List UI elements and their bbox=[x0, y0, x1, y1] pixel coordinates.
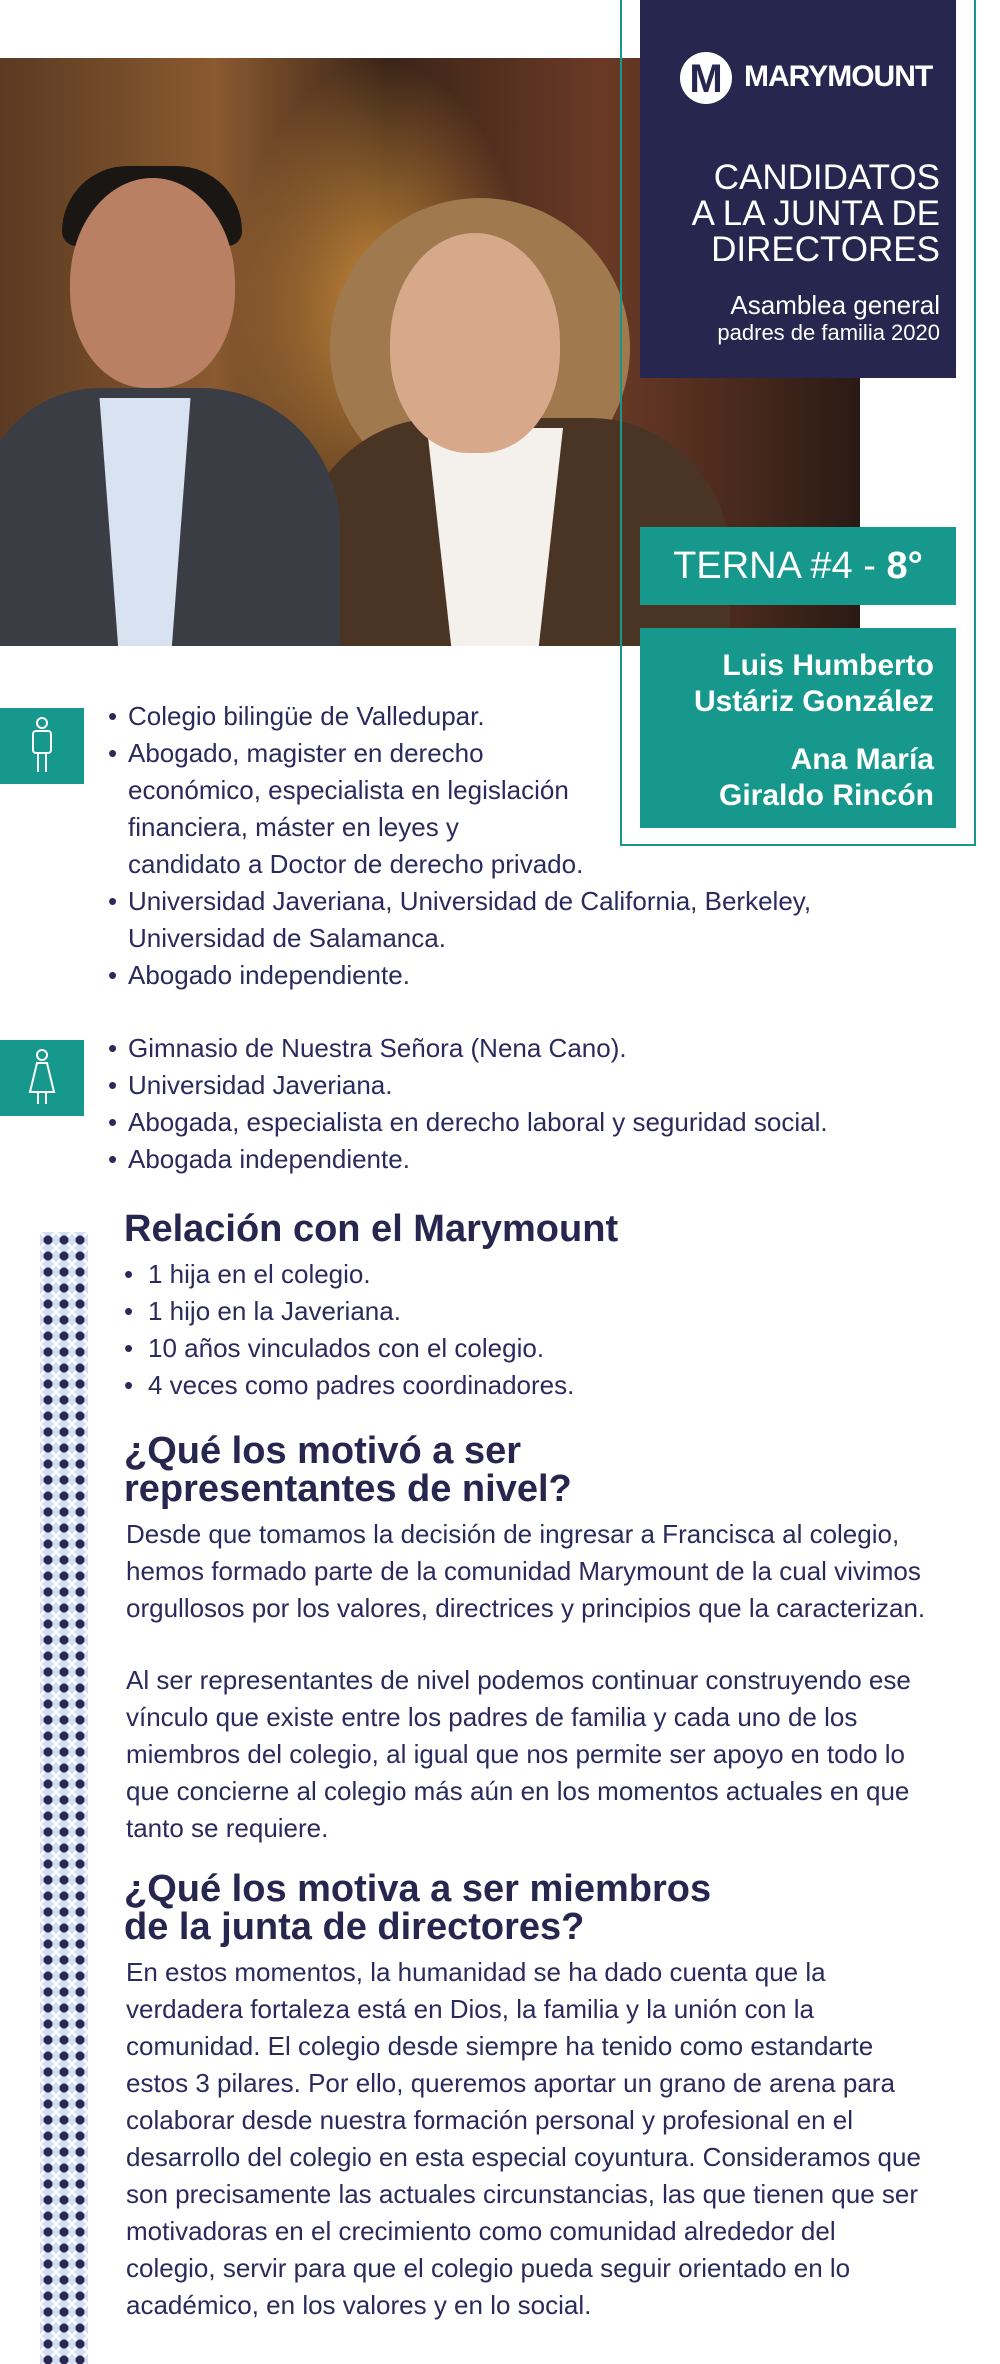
photo-man-face bbox=[70, 178, 235, 388]
paragraph-line: orgullosos por los valores, directrices y principios que la caracterizan. bbox=[126, 1593, 926, 1623]
subtitle-line: padres de familia 2020 bbox=[717, 320, 940, 345]
motive2-paragraph bbox=[126, 1954, 956, 2324]
male-bio-list bbox=[108, 698, 811, 994]
candidate2-name: Ana María bbox=[790, 743, 934, 776]
bio-item: • Abogado independiente. bbox=[108, 957, 811, 994]
woman-icon-box bbox=[0, 1040, 84, 1116]
title-line: A LA JUNTA DE bbox=[691, 194, 940, 233]
paragraph-line: son precisamente las actuales circunstancias, las que tienen que ser bbox=[126, 2179, 918, 2209]
candidate1-surname: Ustáriz González bbox=[693, 685, 934, 718]
motive1-paragraph2 bbox=[126, 1662, 956, 1847]
motive1-paragraph1 bbox=[126, 1516, 956, 1627]
relation-heading: Relación con el Marymount bbox=[124, 1208, 619, 1250]
title-line: DIRECTORES bbox=[711, 230, 940, 269]
paragraph-line: Desde que tomamos la decisión de ingresar a Francisca al colegio, bbox=[126, 1519, 900, 1549]
terna-label: TERNA #4 - bbox=[673, 545, 887, 587]
motive2-heading bbox=[124, 1870, 711, 1946]
relation-item: • 4 veces como padres coordinadores. bbox=[124, 1367, 574, 1404]
decorative-pattern-strip bbox=[40, 1232, 88, 2364]
paragraph-line: motivadoras en el crecimiento como comunidad alrededor del bbox=[126, 2216, 836, 2246]
relation-item: • 1 hijo en la Javeriana. bbox=[124, 1293, 574, 1330]
relation-item: • 1 hija en el colegio. bbox=[124, 1256, 574, 1293]
terna-grade: 8° bbox=[886, 545, 923, 587]
paragraph-line: vínculo que existe entre los padres de familia y cada uno de los bbox=[126, 1702, 858, 1732]
bio-item: • Universidad Javeriana. bbox=[108, 1067, 828, 1104]
motive2-heading-line: ¿Qué los motiva a ser miembros bbox=[124, 1868, 712, 1910]
paragraph-line: hemos formado parte de la comunidad Marymount de la cual vivimos bbox=[126, 1556, 921, 1586]
bio-item: • Gimnasio de Nuestra Señora (Nena Cano). bbox=[108, 1030, 828, 1067]
paragraph-line: académico, en los valores y en lo social. bbox=[126, 2290, 592, 2320]
female-bio-list bbox=[108, 1030, 828, 1178]
paragraph-line: verdadera fortaleza está en Dios, la familia y la unión con la bbox=[126, 1994, 814, 2024]
bio-item: • Abogado, magister en derecho bbox=[108, 735, 811, 772]
paragraph-line: estos 3 pilares. Por ello, queremos aportar un grano de arena para bbox=[126, 2068, 895, 2098]
woman-icon bbox=[27, 1048, 57, 1108]
subtitle bbox=[660, 290, 940, 346]
candidate2-surname: Giraldo Rincón bbox=[718, 779, 934, 812]
bio-item-continuation: candidato a Doctor de derecho privado. bbox=[128, 849, 584, 879]
marymount-logo-text: MARYMOUNT bbox=[744, 60, 933, 93]
motive1-heading-line: ¿Qué los motivó a ser bbox=[124, 1430, 521, 1472]
bio-item: • Colegio bilingüe de Valledupar. bbox=[108, 698, 811, 735]
relation-item: • 10 años vinculados con el colegio. bbox=[124, 1330, 574, 1367]
paragraph-line: desarrollo del colegio en esta especial coyuntura. Consideramos que bbox=[126, 2142, 921, 2172]
paragraph-line: colaborar desde nuestra formación personal y profesional en el bbox=[126, 2105, 853, 2135]
motive1-heading-line: representantes de nivel? bbox=[124, 1468, 572, 1510]
bio-item-continuation: financiera, máster en leyes y bbox=[128, 812, 459, 842]
subtitle-line: Asamblea general bbox=[730, 290, 940, 320]
motive2-heading-line: de la junta de directores? bbox=[124, 1906, 585, 1948]
title-line: CANDIDATOS bbox=[713, 158, 940, 197]
relation-list bbox=[124, 1256, 574, 1404]
paragraph-line: tanto se requiere. bbox=[126, 1813, 329, 1843]
candidate1-name: Luis Humberto bbox=[722, 649, 934, 682]
paragraph-line: que concierne al colegio más aún en los momentos actuales en que bbox=[126, 1776, 910, 1806]
motive1-heading bbox=[124, 1432, 572, 1508]
man-icon-box bbox=[0, 708, 84, 784]
paragraph-line: miembros del colegio, al igual que nos permite ser apoyo en todo lo bbox=[126, 1739, 906, 1769]
bio-item-continuation: Universidad de Salamanca. bbox=[128, 923, 446, 953]
bio-item: • Universidad Javeriana, Universidad de California, Berkeley, bbox=[108, 883, 811, 920]
man-icon bbox=[27, 716, 57, 776]
photo-woman-face bbox=[390, 233, 560, 453]
bio-item: • Abogada, especialista en derecho laboral y seguridad social. bbox=[108, 1104, 828, 1141]
bio-item: • Abogada independiente. bbox=[108, 1141, 828, 1178]
bio-item-continuation: económico, especialista en legislación bbox=[128, 775, 569, 805]
paragraph-line: colegio, servir para que el colegio pueda seguir orientado en lo bbox=[126, 2253, 851, 2283]
page-title bbox=[660, 160, 940, 268]
paragraph-line: En estos momentos, la humanidad se ha dado cuenta que la bbox=[126, 1957, 826, 1987]
marymount-logo-icon: M bbox=[680, 52, 732, 104]
paragraph-line: Al ser representantes de nivel podemos continuar construyendo ese bbox=[126, 1665, 911, 1695]
terna-badge bbox=[640, 527, 956, 605]
paragraph-line: comunidad. El colegio desde siempre ha tenido como estandarte bbox=[126, 2031, 874, 2061]
